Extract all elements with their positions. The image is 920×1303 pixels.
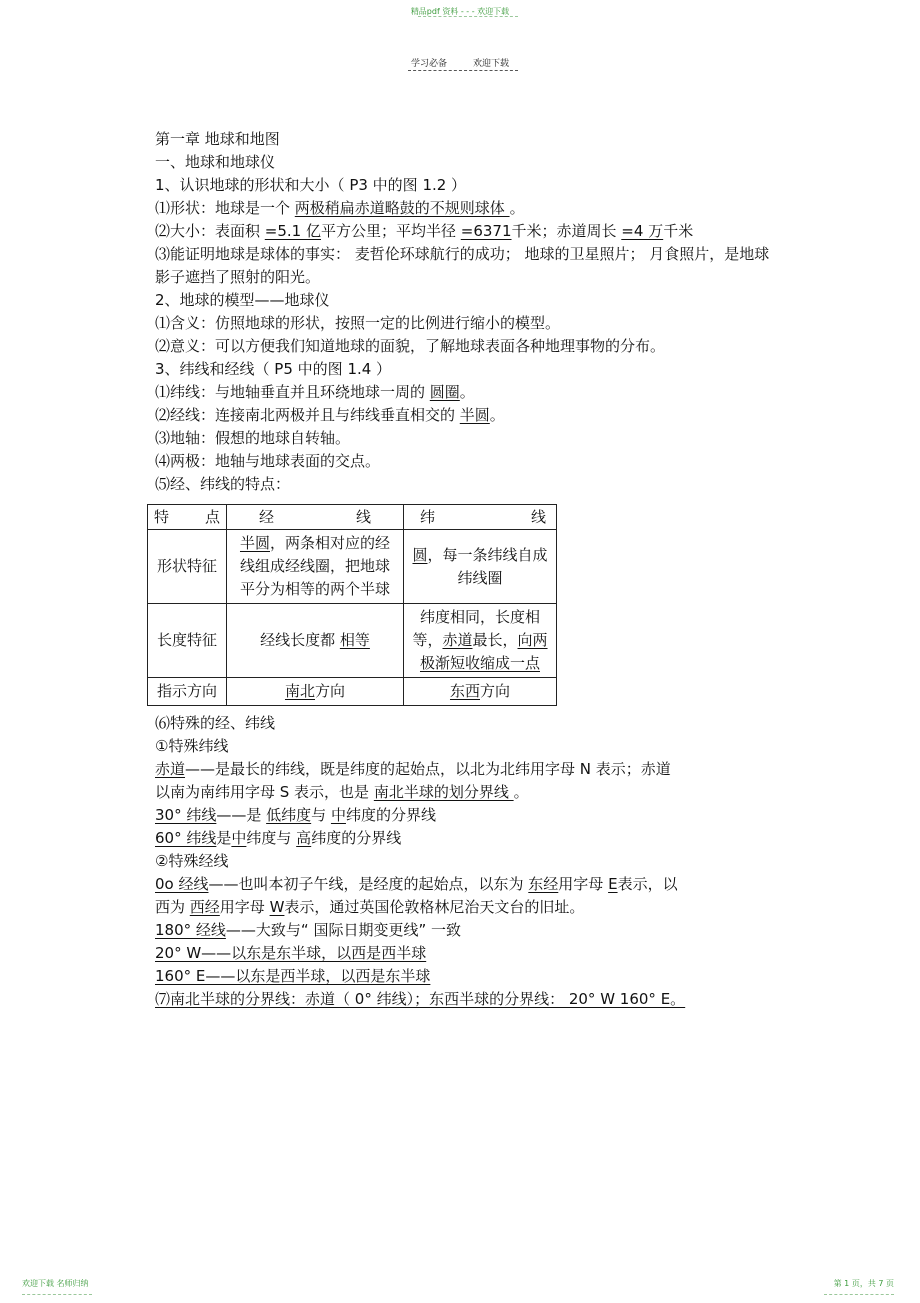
table-header-row: 特 点 经 线 纬 线	[148, 505, 557, 530]
text-line: ⑴形状：地球是一个 两极稍扁赤道略鼓的不规则球体 。	[155, 199, 525, 217]
text-line: ②特殊经线	[155, 852, 229, 870]
text-line: 20° W——以东是东半球，以西是西半球	[155, 944, 427, 962]
features-table	[147, 504, 557, 706]
subsection-heading: 2、地球的模型——地球仪	[155, 291, 330, 309]
text-line: ⑴纬线：与地轴垂直并且环绕地球一周的 圆圈。	[155, 383, 475, 401]
text-line: ①特殊纬线	[155, 737, 229, 755]
text-line: ⑺南北半球的分界线：赤道（ 0° 纬线）；东西半球的分界线： 20° W 160° E。	[155, 990, 686, 1008]
footer-divider	[824, 1294, 894, 1295]
text-line: 60° 纬线是中纬度与 高纬度的分界线	[155, 829, 402, 847]
header-right: 欢迎下载	[473, 59, 510, 69]
footer-divider	[22, 1294, 92, 1295]
text-line: ⑵经线：连接南北两极并且与纬线垂直相交的 半圆。	[155, 406, 505, 424]
text-line: 160° E——以东是西半球，以西是东半球	[155, 967, 431, 985]
top-watermark: 精品pdf 资料 - - - 欢迎下载	[410, 7, 510, 16]
table-row: 形状特征 半圆，两条相对应的经线组成经线圈，把地球平分为相等的两个半球 圆，每一条纬线自成纬线圈	[148, 530, 557, 604]
text-line: 0o 经线——也叫本初子午线，是经度的起始点，以东为 东经用字母 E表示，以	[155, 875, 678, 893]
text-line: ⑴含义：仿照地球的形状，按照一定的比例进行缩小的模型。	[155, 314, 561, 332]
page-header	[0, 56, 920, 69]
text-line: ⑵意义：可以方便我们知道地球的面貌，了解地球表面各种地理事物的分布。	[155, 337, 666, 355]
watermark-divider	[418, 16, 518, 17]
subsection-heading: 1、认识地球的形状和大小（ P3 中的图 1.2 ）	[155, 176, 467, 194]
text-line: ⑹特殊的经、纬线	[155, 714, 276, 732]
section-heading: 一、地球和地球仪	[155, 153, 276, 171]
text-line: ⑸经、纬线的特点：	[155, 475, 291, 493]
footer-left: 欢迎下载 名师归纳	[22, 1279, 89, 1288]
page-number: 第 1 页，共 7 页	[833, 1279, 894, 1288]
header-divider	[408, 70, 518, 71]
document-body	[155, 128, 775, 1011]
text-line: 赤道——是最长的纬线，既是纬度的起始点，以北为北纬用字母 N 表示；赤道	[155, 760, 671, 778]
table-row: 指示方向 南北方向 东西方向	[148, 678, 557, 706]
text-line: ⑶地轴：假想的地球自转轴。	[155, 429, 351, 447]
subsection-heading: 3、纬线和经线（ P5 中的图 1.4 ）	[155, 360, 392, 378]
text-line: 30° 纬线——是 低纬度与 中纬度的分界线	[155, 806, 436, 824]
header-left: 学习必备	[410, 59, 447, 69]
chapter-title: 第一章 地球和地图	[155, 130, 280, 148]
text-paragraph: ⑶能证明地球是球体的事实： 麦哲伦环球航行的成功； 地球的卫星照片； 月食照片，是地球影子遮挡了照射的阳光。	[155, 245, 770, 286]
text-line: 180° 经线——大致与“ 国际日期变更线” 一致	[155, 921, 461, 939]
text-line: 以南为南纬用字母 S 表示，也是 南北半球的划分界线 。	[155, 783, 529, 801]
text-line: ⑷两极：地轴与地球表面的交点。	[155, 452, 381, 470]
table-row: 长度特征 经线长度都 相等 纬度相同，长度相等，赤道最长，向两极渐短收缩成一点	[148, 604, 557, 678]
text-line: 西为 西经用字母 W表示，通过英国伦敦格林尼治天文台的旧址。	[155, 898, 585, 916]
text-line: ⑵大小：表面积 =5.1 亿平方公里；平均半径 =6371千米；赤道周长 =4 万千米	[155, 222, 694, 240]
